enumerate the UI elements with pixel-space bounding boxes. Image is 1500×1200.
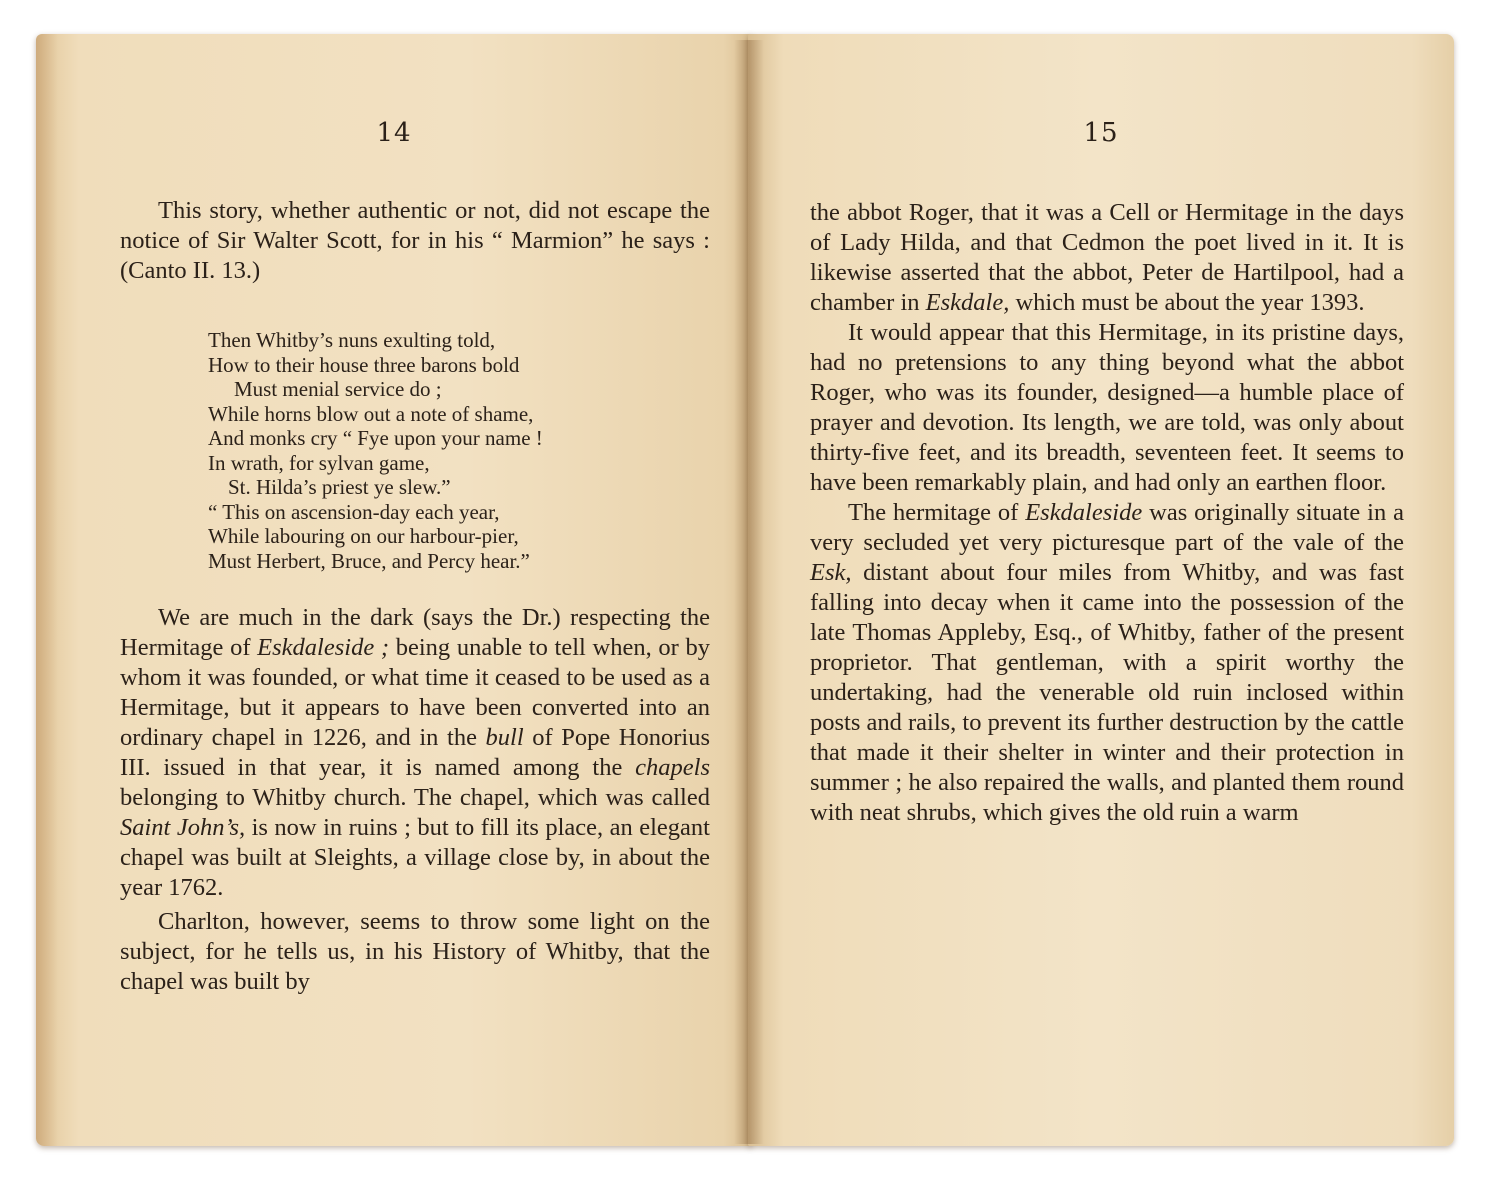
right-page-text — [810, 198, 1404, 828]
left-page-text — [120, 196, 710, 997]
verse-line: In wrath, for sylvan game, — [208, 450, 430, 475]
paragraph-hermitage-situate: The hermitage of Eskdaleside was originally situate in a very secluded yet very picturesque part of the vale of the Esk, distant about four miles from Whitby, and was fast falling into decay when it came into the possession of the late Thomas Appleby, Esq., of Whitby, father of the present proprietor. That gentleman, with a spirit worthy the undertaking, had the venerable old ruin inclosed within posts and rails, to prevent its further destruction by the cattle that made it their shelter in winter and their protection in summer ; he also repaired the walls, and planted them round with neat shrubs, which gives the old ruin a warm — [810, 499, 1405, 826]
page-edge-stain — [36, 34, 58, 1146]
paragraph-abbot-roger: the abbot Roger, that it was a Cell or Hermitage in the days of Lady Hilda, and that Cedmon the poet lived in it. It is likewise asserted that the abbot, Peter de Hartilpool, had a chamber in Eskdale, which must be about the year 1393. — [810, 199, 1404, 316]
verse-line: While labouring on our harbour-pier, — [208, 524, 519, 548]
verse-line: While horns blow out a note of shame, — [208, 401, 534, 426]
open-book — [30, 34, 1456, 1154]
verse-line: “ This on ascension-day each year, — [208, 499, 500, 524]
book-spine — [734, 40, 764, 1144]
page-number-right: 15 — [1083, 118, 1119, 148]
paragraph-marmion-intro: This story, whether authentic or not, did not escape the notice of Sir Walter Scott, for in his “ Marmion” he says : (Canto II. 13.) — [120, 197, 710, 284]
paragraph-pristine-days: It would appear that this Hermitage, in its pristine days, had no pretensions to any thing beyond what the abbot Roger, who was its founder, designed—a humble place of prayer and devotion. Its length, we are told, was only about thirty-five feet, and its breadth, seventeen feet. It seems to have been remarkably plain, and had only an earthen floor. — [810, 319, 1404, 496]
verse-line: Then Whitby’s nuns exulting told, — [208, 328, 496, 352]
verse-line: How to their house three barons bold — [208, 352, 520, 377]
paragraph-charlton: Charlton, however, seems to throw some light on the subject, for he tells us, in his History of Whitby, that the chapel was built by — [120, 908, 710, 995]
verse-line: Must menial service do ; — [234, 377, 442, 401]
right-page — [748, 34, 1454, 1146]
paragraph-hermitage-dark: We are much in the dark (says the Dr.) respecting the Hermitage of Eskdaleside ; being unable to tell when, or by whom it was founded, or what time it ceased to be used as a Hermitage, but it appears to have been converted into an ordinary chapel in 1226, and in the bull of Pope Honorius III. issued in that year, it is named among the chapels belonging to Whitby church. The chapel, which was called Saint John’s, is now in ruins ; but to fill its place, an elegant chapel was built at Sleights, a village close by, in about the year 1762. — [120, 604, 710, 901]
verse-line: St. Hilda’s priest ye slew.” — [228, 475, 451, 499]
verse-line: Must Herbert, Bruce, and Percy hear.” — [208, 548, 530, 573]
page-number-left: 14 — [376, 118, 412, 148]
verse-line: And monks cry “ Fye upon your name ! — [208, 426, 543, 450]
marmion-verse — [208, 328, 710, 573]
left-page — [36, 34, 752, 1146]
